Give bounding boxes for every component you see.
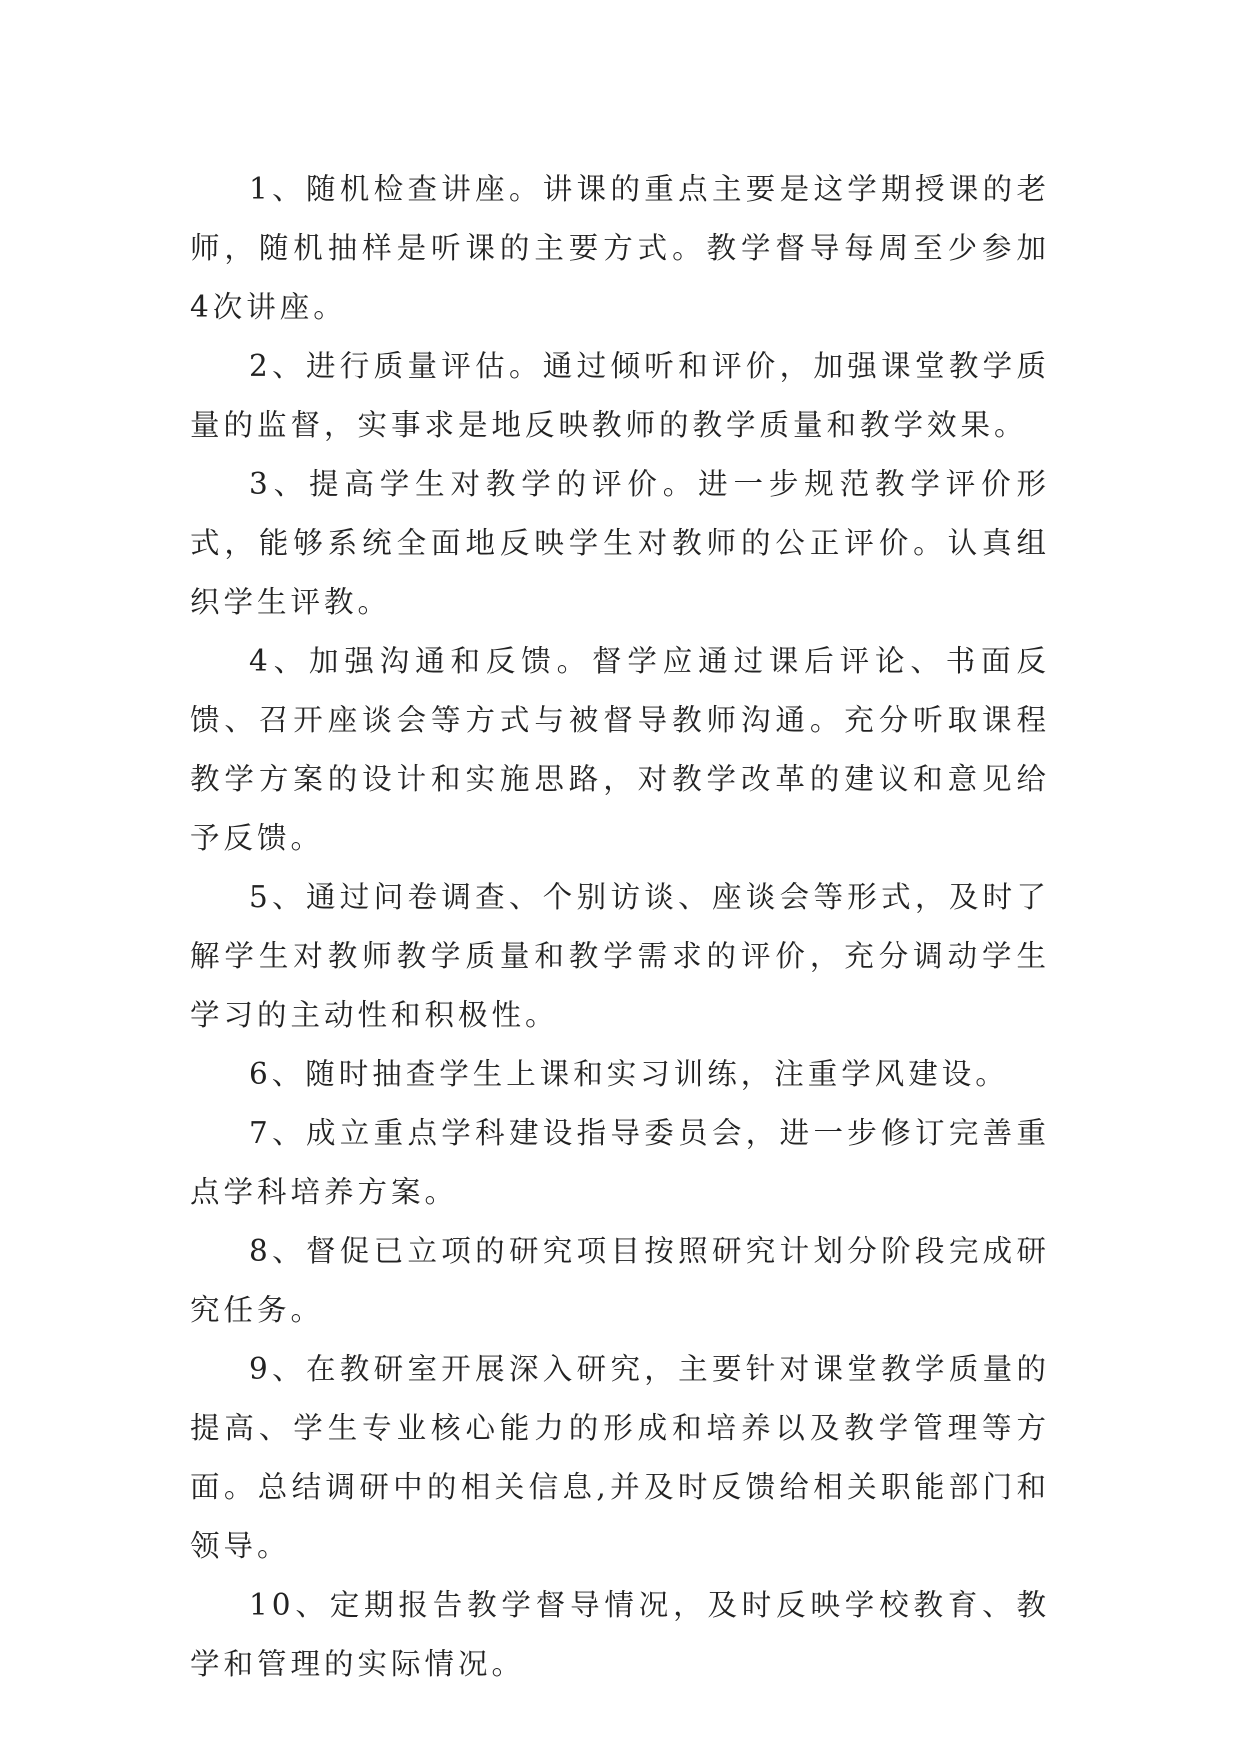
paragraph-3: 3、提高学生对教学的评价。进一步规范教学评价形式，能够系统全面地反映学生对教师的公正评价。认真组织学生评教。 — [190, 467, 1050, 619]
paragraph-7: 7、成立重点学科建设指导委员会，进一步修订完善重点学科培养方案。 — [190, 1116, 1050, 1209]
paragraph-10: 10、定期报告教学督导情况，及时反映学校教育、教学和管理的实际情况。 — [190, 1588, 1050, 1681]
paragraph-5: 5、通过问卷调查、个别访谈、座谈会等形式，及时了解学生对教师教学质量和教学需求的评价，充分调动学生学习的主动性和积极性。 — [190, 880, 1050, 1032]
paragraph-9: 9、在教研室开展深入研究，主要针对课堂教学质量的提高、学生专业核心能力的形成和培养以及教学管理等方面。总结调研中的相关信息,并及时反馈给相关职能部门和领导。 — [190, 1352, 1050, 1563]
paragraph-6: 6、随时抽查学生上课和实习训练，注重学风建设。 — [249, 1057, 1009, 1091]
paragraph-1: 1、随机检查讲座。讲课的重点主要是这学期授课的老师，随机抽样是听课的主要方式。教学督导每周至少参加4次讲座。 — [190, 172, 1050, 324]
document-body — [190, 160, 1050, 1694]
paragraph-8: 8、督促已立项的研究项目按照研究计划分阶段完成研究任务。 — [190, 1234, 1050, 1327]
paragraph-4: 4、加强沟通和反馈。督学应通过课后评论、书面反馈、召开座谈会等方式与被督导教师沟通。充分听取课程教学方案的设计和实施思路，对教学改革的建议和意见给予反馈。 — [190, 644, 1050, 855]
paragraph-2: 2、进行质量评估。通过倾听和评价，加强课堂教学质量的监督，实事求是地反映教师的教学质量和教学效果。 — [190, 349, 1050, 442]
